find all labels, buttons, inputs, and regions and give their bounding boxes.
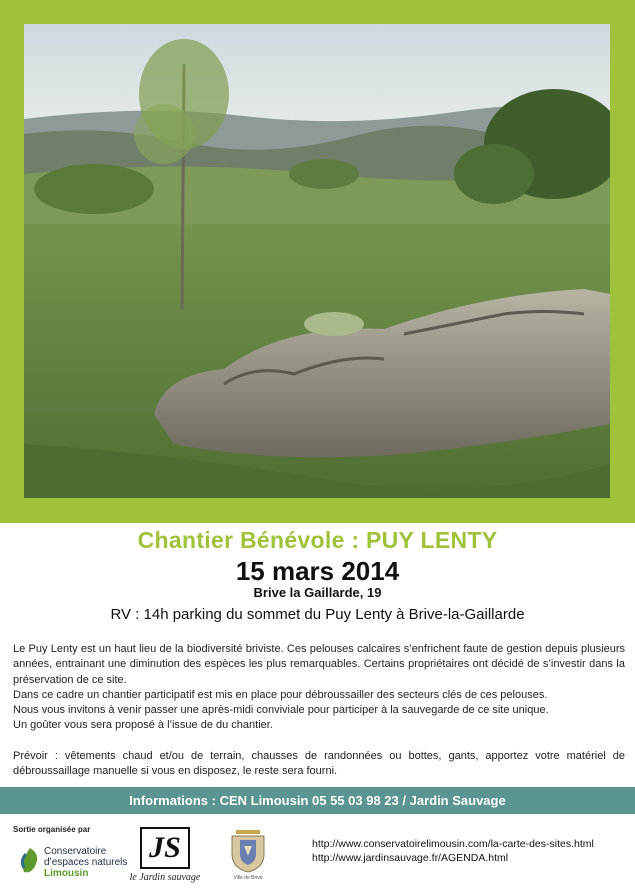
links (312, 838, 594, 865)
description-paragraph: Le Puy Lenty est un haut lieu de la biodiversité briviste. Ces pelouses calcaires s’enfrichent faute de gestion depuis plusieurs années, entrainant une diminution des espèces les plus remarquables. Certains propriétaires ont décidé de s’investir dans la préservation de ce site. (13, 643, 625, 686)
cen-logo-line: Limousin (44, 868, 89, 879)
jardin-sauvage-logo (120, 827, 210, 887)
landscape-illustration (24, 24, 610, 498)
event-title: Chantier Bénévole : PUY LENTY (137, 527, 498, 553)
crest-icon (226, 826, 270, 874)
description-paragraph: Nous vous invitons à venir passer une après-midi conviviale pour participer à la sauvegarde de ce site unique. (13, 704, 549, 717)
landscape-photo (24, 24, 610, 498)
crest-caption: Ville de Brive (233, 875, 263, 881)
js-caption: le Jardin sauvage (129, 872, 201, 883)
description-paragraph: Dans ce cadre un chantier participatif est mis en place pour débroussailler des secteurs clés de ces pelouses. (13, 688, 548, 701)
event-date: 15 mars 2014 (235, 556, 400, 586)
cen-logo-text (44, 846, 127, 879)
link-agenda[interactable]: http://www.jardinsauvage.fr/AGENDA.html (312, 851, 509, 864)
cen-logo-line: Conservatoire (44, 846, 107, 857)
cen-logo-line: d’espaces naturels (44, 857, 128, 868)
description-paragraph: Un goûter vous sera proposé à l’issue de du chantier. (13, 719, 273, 732)
js-mark: JS (140, 827, 190, 869)
event-location: Brive la Gaillarde, 19 (253, 585, 382, 600)
equipment-note: Prévoir : vêtements chaud et/ou de terrain, chausses de randonnées ou bottes, gants, apportez votre matériel de débroussaillage manuelle si vous en disposez, le reste sera fourni. (13, 749, 625, 778)
organised-by-label: Sortie organisée par (13, 825, 91, 834)
brive-crest-logo (226, 826, 270, 886)
paragraph-spacer (13, 734, 625, 749)
cen-leaf-icon (18, 846, 42, 876)
cen-limousin-logo (18, 842, 130, 884)
info-band: Informations : CEN Limousin 05 55 03 98 23 / Jardin Sauvage (0, 787, 635, 814)
meeting-point: RV : 14h parking du sommet du Puy Lenty à Brive-la-Gaillarde (110, 606, 525, 623)
link-carte-des-sites[interactable]: http://www.conservatoirelimousin.com/la-carte-des-sites.html (312, 838, 594, 850)
description (13, 642, 625, 779)
